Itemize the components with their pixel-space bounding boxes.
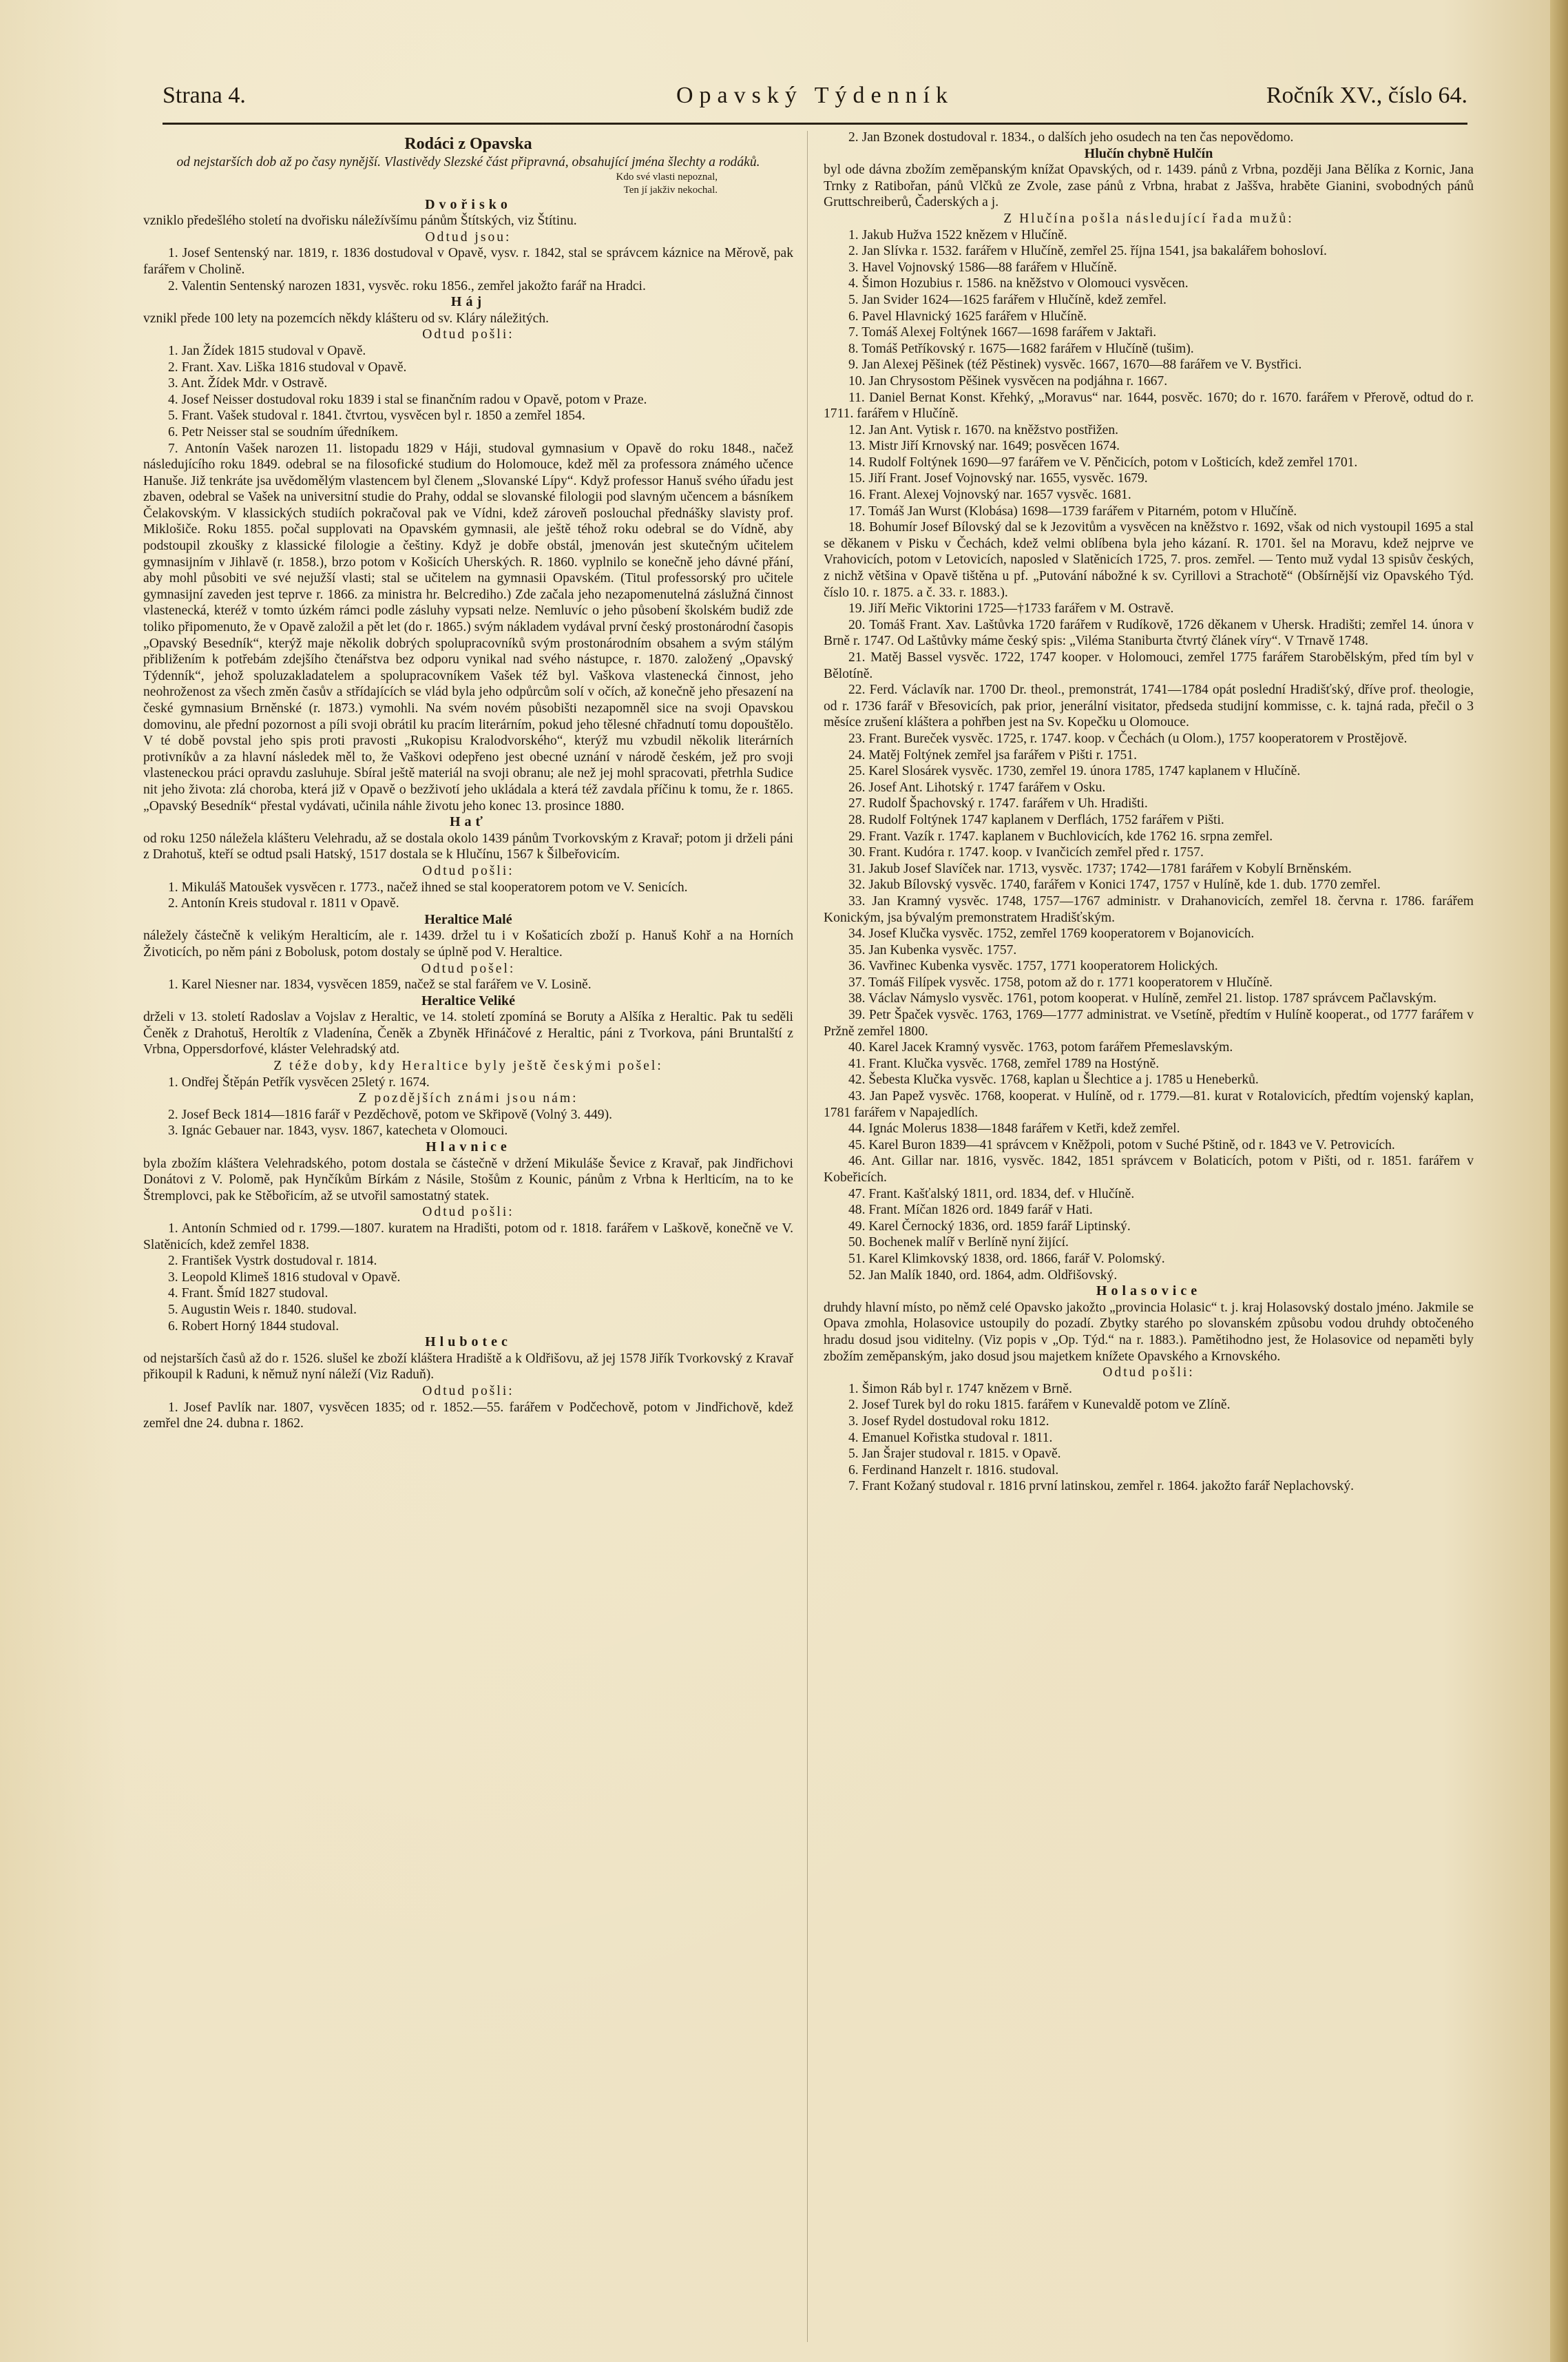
list-item: 43. Jan Papež vysvěc. 1768, kooperat. v Hulíně, od r. 1779.—81. kurat v Rotalovicích, předtím vojenský kaplan, 1781 farářem v Napajedlích. (824, 1089, 1474, 1120)
section-intro: byl ode dávna zbožím zeměpanským knížat Opavských, od r. 1439. pánů z Vrbna, později Jana Bělíka z Kornic, Jana Trnky z Ratibořan, pánů Vlčků ze Zvole, zase pánů z Vrbna, hrabat z Jaššva, hraběte Gianini, svobodných pánů Gruttschreiberů, Čaderských a j. (824, 163, 1474, 210)
list-item: 2. Frant. Xav. Liška 1816 studoval v Opavě. (168, 360, 407, 375)
list-item: 4. Josef Neisser dostudoval roku 1839 i stal se finančním radou v Opavě, potom v Praze. (168, 392, 647, 407)
list-heading: Odtud pošli: (1102, 1365, 1195, 1380)
article-subtitle: od nejstarších dob až po časy nynější. Vlastivědy Slezské část připravná, obsahující jména šlechty a rodáků. (176, 155, 760, 169)
page-header (163, 76, 1467, 117)
list-item: 36. Vavřinec Kubenka vysvěc. 1757, 1771 kooperatorem Holických. (848, 959, 1218, 974)
list-item: 14. Rudolf Foltýnek 1690—97 farářem ve V. Pěnčicích, potom v Lošticích, kdež zemřel 1701. (848, 455, 1358, 470)
list-item: 35. Jan Kubenka vysvěc. 1757. (848, 942, 1017, 957)
list-item: 12. Jan Ant. Vytisk r. 1670. na kněžstvo postřižen. (848, 422, 1119, 437)
section-intro: byla zbožím kláštera Velehradského, potom dostala se částečně v držení Mikuláše Ševice z Kravař, pak Jindřichovi Donátovi z V. Polomě, pak Hynčíkům Bírkám z Násile, Stošům z Kounic, pánům z Vrbna k Herlticím, na to ke Štremplovci, pak ke Stěbořicím, až se utvořil samostatný statek. (143, 1156, 793, 1203)
list-item: 26. Josef Ant. Lihotský r. 1747 farářem v Osku. (848, 780, 1106, 795)
list-item: 4. Šimon Hozubius r. 1586. na kněžstvo v Olomouci vysvěcen. (848, 276, 1189, 291)
list-item: 6. Robert Horný 1844 studoval. (168, 1318, 339, 1334)
section-heading: Hlučín chybně Hulčín (1084, 145, 1213, 161)
list-item: 1. Josef Sentenský nar. 1819, r. 1836 dostudoval v Opavě, vysv. r. 1842, stal se správcem káznice na Měrově, pak farářem v Cholině. (143, 246, 793, 277)
list-item: 29. Frant. Vazík r. 1747. kaplanem v Buchlovicích, kde 1762 16. srpna zemřel. (848, 829, 1273, 844)
motto-line: Ten jí jakživ nekochal. (623, 184, 718, 196)
list-item: 7. Antonín Vašek narozen 11. listopadu 1829 v Háji, studoval gymnasium v Opavě do roku 1848., načež následujícího roku 1849. odebral se na filosofické studium do Holomouce, kdež měl za professora známého učence Hanuše. Již tenkráte jsa uvědomělým vlastencem byl členem „Slovanské Lípy“. Když professor Hanuš svého úřadu jest zbaven, odebral se Vašek na universitní studie do Prahy, oddal se slovanské filologii pod slavným učencem a básníkem Čelakovským. V klassických studiích pokračoval pak ve Vídni, kdež zároveň poslouchal přednášky slavisty prof. Miklošiče. Roku 1855. počal supplovati na Opavském gymnasii, ale ještě téhož roku odebral se do Vídně, aby podstoupil zkoušky z klassické filologie a češtiny. Když je dobře obstál, jmenován jest skutečným učitelem gymnasijním v Jihlavě (r. 1858.), brzo potom v Košicích Uherských. R. 1860. vyplnilo se konečně jeho dávné přání, aby mohl působiti ve své nejužší vlasti; stal se učitelem na gymnasii Opavském. (Titul professorský pro učitele gymnasijní zaveden jest teprve r. 1866. za ministra hr. Belcrediho.) Zde začala jeho nezapomenutelná záslužná činnost vlastenecká, kteréž v tomto úzkém rámci podle zásluhy vypsati nelze. Nemluvíc o jeho působení školském budiž zde toliko připomenuto, že v Opavě založil a pět let (do r. 1865.) svým nákladem vydával první český prostonárodní časopis „Opavský Besedník“, kterýž maje několik dobrých spolupracovníků svým prostonárodním obsahem a svým stálým přibližením k potřebám zdejšího čtenářstva bez odporu vynikal nad svého nástupce, r. 1870. založený „Opavský Týdenník“, jehož spoluzakladatelem a spolupracovníkem Vašek též byl. Vaškova vlastenecká činnost, jeho neohroženost za všech změn časův a střídajících se vlád byla jeho odpůrcům solí v očích, až konečně jeho přesazení na české gymnasium Brněnské (r. 1873.) vymohli. Na svém novém působišti nezapomněl sice na svoji Opavskou domovinu, ale přední pozornost a píli svoji obrátil ku pracím literárním, pokud jeho tělesné chřadnutí tomu dopouštělo. V té době povstal jeho spis proti pravosti „Rukopisu Kralodvorského“, kterýž mu vzbudil několik literárních protivníkův a za hlavní následek měl to, že Vaškovi odepřeno jest obecné uznání v národě českém, jež pro svoji vlasteneckou práci opravdu zasluhuje. Sbíral ještě materiál na svoji obranu; ale než jej mohl spracovati, přetrhla Sudice nit jeho života: zlá choroba, která již v Opavě o bezživotí jeho ukládala a která též zavdala příčinu k tomu, že r. 1865. „Opavský Besedník“ přestal vydávati, učinila náhle životu jeho konec 13. prosince 1880. (143, 441, 793, 814)
list-item: 6. Ferdinand Hanzelt r. 1816. studoval. (848, 1462, 1059, 1478)
list-heading: Odtud pošli: (422, 863, 514, 878)
list-item: 27. Rudolf Špachovský r. 1747. farářem v Uh. Hradišti. (848, 796, 1148, 811)
list-item: 21. Matěj Bassel vysvěc. 1722, 1747 kooper. v Holomouci, zemřel 1775 farářem Starobělským, před tím byl v Bělotíně. (824, 650, 1474, 681)
section-intro: druhdy hlavní místo, po němž celé Opavsko jakožto „provincia Holasic“ t. j. kraj Holasovský dostalo jméno. Jakmile se Opava zmohla, Holasovice ustoupily do pozadí. Zbytky starého po slovanském způsobu vodou druhdy obtočeného hradu dosud jsou viditelny. (Viz popis v „Op. Týd.“ na r. 1883.). Pamětihodno jest, že Holasovice od nepaměti byly zbožím zeměpanským, jako dosud jsou majetkem knížete Opavského a Krnovského. (824, 1300, 1474, 1364)
list-item: 31. Jakub Josef Slavíček nar. 1713, vysvěc. 1737; 1742—1781 farářem v Kobylí Brněnském. (848, 861, 1352, 876)
section-intro: vzniklo předešlého století na dvořisku náležívšímu pánům Štítských, viz Štítinu. (143, 214, 577, 229)
list-heading: Z Hlučína pošla následující řada mužů: (1003, 211, 1294, 226)
list-item: 5. Frant. Vašek studoval r. 1841. čtvrtou, vysvěcen byl r. 1850 a zemřel 1854. (168, 408, 585, 424)
list-heading: Odtud jsou: (425, 229, 512, 245)
list-item: 6. Petr Neisser stal se soudním úředníkem. (168, 424, 399, 439)
list-item: 38. Václav Námyslo vysvěc. 1761, potom kooperat. v Hulíně, zemřel 21. listop. 1787 správcem Pačlavským. (848, 991, 1436, 1006)
list-item: 2. František Vystrk dostudoval r. 1814. (168, 1254, 377, 1269)
list-item: 42. Šebesta Klučka vysvěc. 1768, kaplan u Šlechtice a j. 1785 u Heneberků. (848, 1073, 1259, 1088)
motto-line: Kdo své vlasti nepoznal, (616, 171, 718, 183)
list-item: 33. Jan Kramný vysvěc. 1748, 1757—1767 administr. v Drahanovicích, zemřel 18. června r. 1786. farářem Konickým, jsa bývalým premonstratem Hradišťským. (824, 893, 1474, 925)
section-intro: od nejstarších časů až do r. 1526. slušel ke zboží kláštera Hradiště a k Oldřišovu, až jej 1578 Jiřík Tvorkovský z Kravař přikoupil k Raduni, k němuž nyní náleží (Viz Raduň). (143, 1351, 793, 1382)
list-item: 51. Karel Klimkovský 1838, ord. 1866, farář V. Polomský. (848, 1251, 1165, 1266)
list-item: 3. Leopold Klimeš 1816 studoval v Opavě. (168, 1270, 401, 1285)
section-heading: Heraltice Malé (424, 911, 512, 927)
list-item: 7. Tomáš Alexej Foltýnek 1667—1698 farářem v Jaktaři. (848, 325, 1157, 340)
list-item: 49. Karel Černocký 1836, ord. 1859 farář Liptinský. (848, 1219, 1131, 1234)
list-item: 3. Ant. Žídek Mdr. v Ostravě. (168, 376, 328, 391)
section-heading: Hlavnice (426, 1139, 511, 1155)
list-item: 40. Karel Jacek Kramný vysvěc. 1763, potom farářem Přemeslavským. (848, 1040, 1233, 1055)
list-heading: Odtud pošel: (421, 961, 516, 976)
list-item: 52. Jan Malík 1840, ord. 1864, adm. Oldřišovský. (848, 1267, 1118, 1283)
list-item: 32. Jakub Bílovský vysvěc. 1740, farářem v Konici 1747, 1757 v Hulíně, kde 1. dub. 1770 zemřel. (848, 878, 1381, 893)
list-item: 19. Jiří Meřic Viktorini 1725—†1733 farářem v M. Ostravě. (848, 601, 1174, 617)
list-item: 3. Josef Rydel dostudoval roku 1812. (848, 1413, 1049, 1429)
list-item: 5. Augustin Weis r. 1840. studoval. (168, 1302, 357, 1317)
list-item: 1. Jakub Hužva 1522 knězem v Hlučíně. (848, 227, 1067, 242)
section-heading: Hať (450, 814, 487, 830)
list-item: 2. Antonín Kreis studoval r. 1811 v Opavě. (168, 896, 399, 911)
list-item: 47. Frant. Kašťalský 1811, ord. 1834, def. v Hlučíně. (848, 1186, 1135, 1201)
section-intro: náležely částečně k velikým Heralticím, ale r. 1439. držel tu i v Košaticích zboží p. Hanuš Kohř a na Horních Životicích, po něm páni z Bobolusk, potom dostaly se úplně pod V. Heraltice. (143, 929, 793, 960)
list-item: 5. Jan Šrajer studoval r. 1815. v Opavě. (848, 1447, 1061, 1462)
right-column (824, 130, 1474, 2348)
section-heading: Heraltice Veliké (421, 993, 516, 1008)
list-heading: Odtud pošli: (422, 1205, 514, 1220)
list-item: 1. Mikuláš Matoušek vysvěcen r. 1773., načež ihned se stal kooperatorem potom ve V. Senicích. (168, 880, 688, 895)
section-intro: od roku 1250 náležela klášteru Velehradu, až se dostala okolo 1439 pánům Tvorkovským z Kravař; potom ji drželi páni z Drahotuš, kteří se odtud psali Hatský, 1517 dostala se k Hlučínu, 1567 k Šilbeřovicím. (143, 831, 793, 862)
list-item: 13. Mistr Jiří Krnovský nar. 1649; posvěcen 1674. (848, 439, 1120, 454)
page-edge (1550, 0, 1568, 2362)
list-item: 46. Ant. Gillar nar. 1816, vysvěc. 1842, 1851 správcem v Bolaticích, potom v Pišti, od r. 1851. farářem v Kobeřicích. (824, 1154, 1474, 1185)
masthead: Opavský Týdenník (676, 83, 954, 108)
list-item: 6. Pavel Hlavnický 1625 farářem v Hlučíně. (848, 309, 1087, 324)
left-column (143, 130, 793, 2348)
list-item: 34. Josef Klučka vysvěc. 1752, zemřel 1769 kooperatorem v Bojanovicích. (848, 926, 1255, 942)
section-heading: Hlubotec (425, 1334, 512, 1350)
list-item: 2. Josef Beck 1814—1816 farář v Pezděchově, potom ve Skřipově (Volný 3. 449). (168, 1107, 613, 1122)
list-item: 11. Daniel Bernat Konst. Křehký, „Moravus“ nar. 1644, posvěc. 1670; do r. 1670. farářem v Přerově, odtud do r. 1711. farářem v Hlučíně. (824, 390, 1474, 422)
list-item: 5. Jan Svider 1624—1625 farářem v Hlučíně, kdež zemřel. (848, 292, 1167, 307)
list-item: 25. Karel Slosárek vysvěc. 1730, zemřel 19. února 1785, 1747 kaplanem v Hlučíně. (848, 764, 1301, 779)
section-intro: vznikl přede 100 lety na pozemcích někdy klášteru od sv. Kláry náležitých. (143, 311, 550, 326)
list-item: 17. Tomáš Jan Wurst (Klobása) 1698—1739 farářem v Pitarném, potom v Hlučíně. (848, 504, 1297, 519)
list-item: 2. Jan Slívka r. 1532. farářem v Hlučíně, zemřel 25. října 1541, jsa bakalářem bohosloví. (848, 244, 1327, 259)
list-item: 7. Frant Kožaný studoval r. 1816 první latinskou, zemřel r. 1864. jakožto farář Neplachovský. (848, 1479, 1355, 1494)
list-item: 9. Jan Alexej Pěšinek (též Pěstinek) vysvěc. 1667, 1670—88 farářem ve V. Bystřici. (848, 358, 1302, 373)
issue-number: Ročník XV., číslo 64. (1266, 83, 1467, 108)
list-item: 44. Ignác Molerus 1838—1848 farářem v Ketři, kdež zemřel. (848, 1121, 1180, 1137)
list-heading: Odtud pošli: (422, 327, 514, 342)
list-item: 37. Tomáš Filípek vysvěc. 1758, potom až do r. 1771 kooperatorem v Hlučíně. (848, 975, 1273, 990)
list-item: 23. Frant. Bureček vysvěc. 1725, r. 1747. koop. v Čechách (u Olom.), 1757 kooperatorem v Prostějově. (848, 731, 1408, 746)
header-rule (163, 123, 1467, 125)
section-intro: drželi v 13. století Radoslav a Vojslav z Heraltic, ve 14. století zpomíná se Boruty a Alšíka z Heraltic. Pak tu seděli Čeněk z Drahotuš, Heroltík z Vladenína, Čeněk a Zbyněk Hřináčové z Heraltic, páni z Tvorkova, páni Bruntalští z Vrbna, Oppersdorfové, kláster Velehradský atd. (143, 1010, 793, 1057)
page-number: Strana 4. (163, 83, 246, 108)
list-item: 1. Jan Žídek 1815 studoval v Opavě. (168, 343, 366, 358)
list-item: 1. Ondřej Štěpán Petřík vysvěcen 25letý r. 1674. (168, 1075, 430, 1090)
list-item: 1. Karel Niesner nar. 1834, vysvěcen 1859, načež se stal farářem ve V. Losině. (168, 977, 592, 993)
section-heading: Háj (450, 294, 486, 310)
list-item: 22. Ferd. Václavík nar. 1700 Dr. theol., premonstrát, 1741—1784 opát poslední Hradišťský, dříve prof. theologie, od r. 1736 farář v Břesovicích, pak prior, jenerální visitator, předseda studijní kommisse, c. k. tajná rada, přečil o 3 měsíce zrušení kláštera a pohřben jest na Sv. Kopečku u Olomouce. (824, 683, 1474, 730)
list-item: 20. Tomáš Frant. Xav. Laštůvka 1720 farářem v Rudíkově, 1726 děkanem v Uhersk. Hradišti; zemřel 14. února v Brně r. 1747. Od Laštůvky máme český spis: „Viléma Staniburta čtvrtý článek víry“. V Trnavě 1748. (824, 617, 1474, 649)
list-item: 45. Karel Buron 1839—41 správcem v Kněžpoli, potom v Suché Pštině, od r. 1843 ve V. Petrovicích. (848, 1137, 1395, 1152)
list-heading: Z téže doby, kdy Heraltice byly ještě českými pošel: (273, 1059, 663, 1074)
list-item: 10. Jan Chrysostom Pěšinek vysvěcen na podjáhna r. 1667. (848, 373, 1168, 389)
list-item: 41. Frant. Klučka vysvěc. 1768, zemřel 1789 na Hostýně. (848, 1056, 1160, 1071)
list-item: 1. Antonín Schmied od r. 1799.—1807. kuratem na Hradišti, potom od r. 1818. farářem v Laškově, konečně ve V. Slatěnicích, kdež zemřel 1838. (143, 1221, 793, 1252)
list-item: 16. Frant. Alexej Vojnovský nar. 1657 vysvěc. 1681. (848, 488, 1131, 503)
list-item: 39. Petr Špaček vysvěc. 1763, 1769—1777 administrat. ve Vsetíně, předtím v Hulíně kooperat., od 1777 farářem v Pržně zemřel 1800. (824, 1008, 1474, 1039)
list-item: 3. Havel Vojnovský 1586—88 farářem v Hlučíně. (848, 260, 1117, 275)
list-heading: Z pozdějších známi jsou nám: (358, 1091, 578, 1106)
list-item: 2. Jan Bzonek dostudoval r. 1834., o dalších jeho osudech na ten čas nepovědomo. (848, 130, 1294, 145)
list-item: 24. Matěj Foltýnek zemřel jsa farářem v Pišti r. 1751. (848, 747, 1137, 763)
list-item: 15. Jiří Frant. Josef Vojnovský nar. 1655, vysvěc. 1679. (848, 471, 1148, 486)
column-divider (807, 131, 808, 2342)
list-item: 8. Tomáš Petříkovský r. 1675—1682 farářem v Hlučíně (tušim). (848, 341, 1194, 356)
article-title: Rodáci z Opavska (404, 135, 532, 153)
list-item: 28. Rudolf Foltýnek 1747 kaplanem v Derflách, 1752 farářem v Pišti. (848, 812, 1224, 827)
list-item: 4. Frant. Šmíd 1827 studoval. (168, 1286, 328, 1301)
list-item: 3. Ignác Gebauer nar. 1843, vysv. 1867, katecheta v Olomouci. (168, 1123, 508, 1139)
list-item: 30. Frant. Kudóra r. 1747. koop. v Ivančicích zemřel před r. 1757. (848, 845, 1204, 860)
list-item: 1. Šimon Ráb byl r. 1747 knězem v Brně. (848, 1381, 1072, 1396)
list-item: 1. Josef Pavlík nar. 1807, vysvěcen 1835; od r. 1852.—55. farářem v Podčechově, potom v Jindřichově, kdež zemřel dne 24. dubna r. 1862. (143, 1400, 793, 1431)
list-item: 2. Valentin Sentenský narozen 1831, vysvěc. roku 1856., zemřel jakožto farář na Hradci. (168, 278, 646, 293)
list-item: 50. Bochenek malíř v Berlíně nyní žijící. (848, 1235, 1069, 1250)
list-item: 4. Emanuel Kořistka studoval r. 1811. (848, 1430, 1053, 1445)
list-item: 48. Frant. Míčan 1826 ord. 1849 farář v Hati. (848, 1203, 1093, 1218)
list-item: 18. Bohumír Josef Bílovský dal se k Jezovitům a vysvěcen na kněžstvo r. 1692, však od nich vystoupil 1695 a stal se děkanem v Pisku v Čechách, kdež velmi oblíbena byla jeho kázaní. R. 1701. šel na Moravu, kdež nejprve ve Vrahovicích, potom v Letovicích, naposled v Slatěnicích 1725, 7. pros. zemřel. — Tento muž vydal 13 spisův českých, z nichž většina v Opavě tištěna u pf. „Putování nábožné k sv. Cyrillovi a Strachotě“ (Obšírnější viz Opavského Týd. číslo 10. r. 1875. a č. 33. r. 1883.). (824, 520, 1474, 600)
section-heading: Dvořisko (425, 196, 512, 212)
list-heading: Odtud pošli: (422, 1383, 514, 1398)
list-item: 2. Josef Turek byl do roku 1815. farářem v Kunevaldě potom ve Zlíně. (848, 1398, 1231, 1413)
section-heading: Holasovice (1096, 1283, 1202, 1299)
